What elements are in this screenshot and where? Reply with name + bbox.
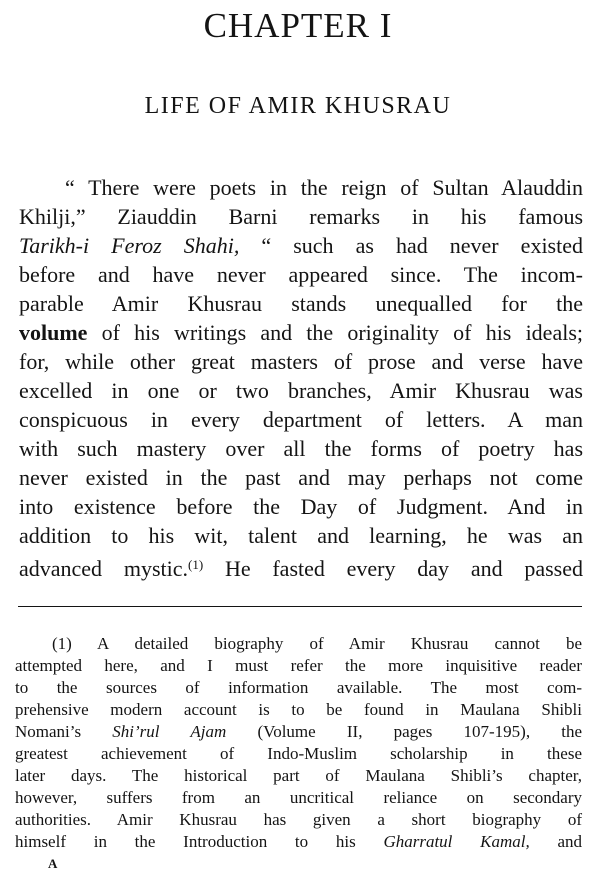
footnote — [15, 633, 582, 853]
body-line: conspicuous in every department of letters. A man — [19, 407, 583, 432]
book-title-italic: Shi’rul Ajam — [112, 722, 227, 741]
footnote-line — [15, 831, 582, 853]
body-line-rest: “ such as had never existed — [239, 233, 583, 258]
footnote-line: greatest achievement of Indo-Muslim scholarship in these — [15, 744, 582, 763]
body-line: never existed in the past and may perhaps not come — [19, 465, 583, 490]
body-line — [19, 231, 583, 260]
body-line: with such mastery over all the forms of poetry has — [19, 436, 583, 461]
body-paragraph — [19, 173, 583, 579]
body-line: for, while other great masters of prose and verse have — [19, 349, 583, 374]
footnote-reference: (1) — [188, 557, 204, 572]
footnote-divider — [18, 606, 582, 607]
body-line-rest: He fasted every day and passed — [203, 556, 583, 581]
footnote-line: authorities. Amir Khusrau has given a short biography of — [15, 810, 582, 829]
body-line-rest: of his writings and the originality of his ideals; — [87, 320, 583, 345]
book-title-italic: Tarikh-i Feroz Shahi, — [19, 233, 240, 258]
footnote-line — [15, 721, 582, 743]
body-line — [19, 550, 583, 579]
footnote-line-start: Nomani’s — [15, 722, 113, 741]
footnote-line: attempted here, and I must refer the more inquisitive reader — [15, 656, 582, 675]
book-title-italic: Gharratul Kamal, — [383, 832, 530, 851]
body-line — [19, 318, 583, 347]
bold-word: volume — [19, 320, 88, 345]
chapter-title: LIFE OF AMIR KHUSRAU — [144, 93, 452, 119]
body-line: before and have never appeared since. The incom- — [19, 262, 583, 287]
body-line-start: advanced mystic. — [19, 556, 188, 581]
body-line: into existence before the Day of Judgment. And in — [19, 494, 583, 519]
footnote-line: however, suffers from an uncritical reliance on secondary — [15, 788, 582, 807]
body-line: Khilji,” Ziauddin Barni remarks in his famous — [19, 204, 583, 229]
footnote-line-rest: (Volume II, pages 107-195), the — [226, 722, 583, 741]
footnote-line: to the sources of information available. The most com- — [15, 678, 582, 697]
chapter-heading: CHAPTER I — [203, 6, 393, 45]
footnote-line-start: himself in the Introduction to his — [15, 832, 384, 851]
body-line: “ There were poets in the reign of Sultan Alauddin — [65, 175, 583, 200]
signature-mark: A — [48, 856, 58, 871]
body-line: parable Amir Khusrau stands unequalled for the — [19, 291, 583, 316]
footnote-line: later days. The historical part of Maulana Shibli’s chapter, — [15, 766, 582, 785]
footnote-line: (1) A detailed biography of Amir Khusrau cannot be — [52, 634, 582, 653]
footnote-line-rest: and — [529, 832, 583, 851]
body-line: addition to his wit, talent and learning, he was an — [19, 523, 583, 548]
footnote-line: prehensive modern account is to be found in Maulana Shibli — [15, 700, 582, 719]
body-line: excelled in one or two branches, Amir Khusrau was — [19, 378, 583, 403]
